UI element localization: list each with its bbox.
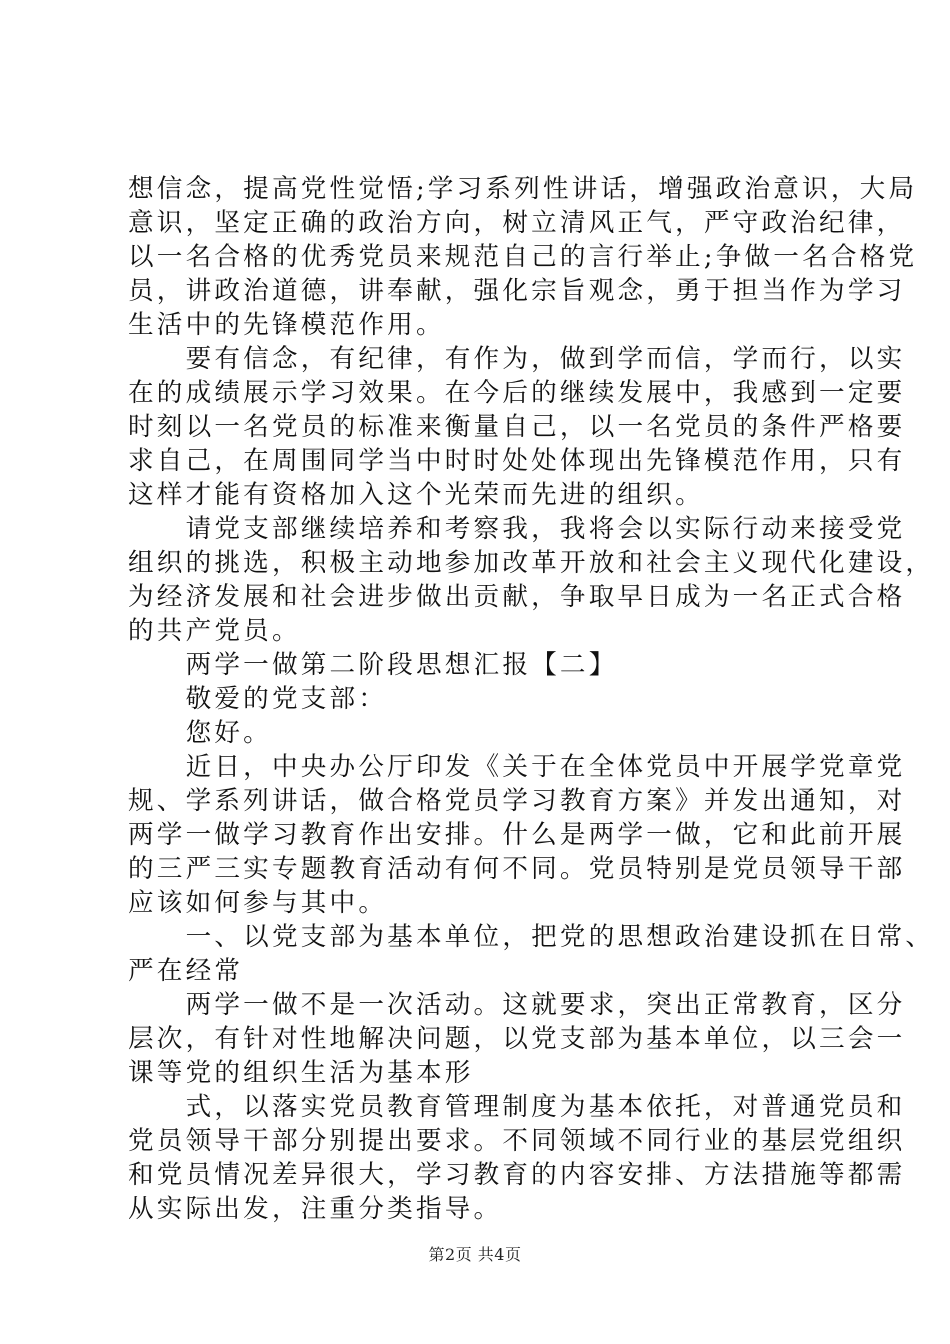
text-line: 应该如何参与其中。 [128,888,388,918]
text-line: 在的成绩展示学习效果。在今后的继续发展中，我感到一定要 [128,378,906,408]
text-line: 时刻以一名党员的标准来衡量自己，以一名党员的条件严格要 [128,412,906,442]
text-line: 的共产党员。 [128,616,301,646]
text-line: 课等党的组织生活为基本形 [128,1058,474,1088]
salutation: 敬爱的党支部： [128,684,388,714]
text-line: 的三严三实专题教育活动有何不同。党员特别是党员领导干部 [128,854,906,884]
greeting: 您好。 [128,718,272,748]
subheading-1: 一、以党支部为基本单位，把党的思想政治建设抓在日常、 [128,922,935,952]
text-line: 请党支部继续培养和考察我，我将会以实际行动来接受党 [128,514,906,544]
text-line: 从实际出发，注重分类指导。 [128,1194,503,1224]
text-line: 求自己，在周围同学当中时时处处体现出先锋模范作用，只有 [128,446,906,476]
text-line: 员，讲政治道德，讲奉献，强化宗旨观念，勇于担当作为学习 [128,276,906,306]
text-line: 为经济发展和社会进步做出贡献，争取早日成为一名正式合格 [128,582,906,612]
page-number-footer: 第2页 共4页 [428,1245,522,1264]
section-heading: 两学一做第二阶段思想汇报【二】 [128,650,618,680]
text-line: 想信念，提高党性觉悟;学习系列性讲话，增强政治意识，大局 [128,174,918,204]
text-line: 这样才能有资格加入这个光荣而先进的组织。 [128,480,704,510]
text-line: 组织的挑选，积极主动地参加改革开放和社会主义现代化建设， [128,548,935,578]
text-line: 近日，中央办公厅印发《关于在全体党员中开展学党章党 [128,752,906,782]
subheading-1-cont: 严在经常 [128,956,244,986]
text-line: 两学一做不是一次活动。这就要求，突出正常教育，区分 [128,990,906,1020]
text-line: 式，以落实党员教育管理制度为基本依托，对普通党员和 [128,1092,906,1122]
text-line: 层次，有针对性地解决问题，以党支部为基本单位，以三会一 [128,1024,906,1054]
text-line: 以一名合格的优秀党员来规范自己的言行举止;争做一名合格党 [128,242,918,272]
text-line: 生活中的先锋模范作用。 [128,310,445,340]
text-line: 要有信念，有纪律，有作为，做到学而信，学而行，以实 [128,344,906,374]
text-line: 和党员情况差异很大，学习教育的内容安排、方法措施等都需 [128,1160,906,1190]
text-line: 规、学系列讲话，做合格党员学习教育方案》并发出通知，对 [128,786,906,816]
text-line: 意识，坚定正确的政治方向，树立清风正气，严守政治纪律， [128,208,906,238]
text-line: 党员领导干部分别提出要求。不同领域不同行业的基层党组织 [128,1126,906,1156]
text-line: 两学一做学习教育作出安排。什么是两学一做，它和此前开展 [128,820,906,850]
